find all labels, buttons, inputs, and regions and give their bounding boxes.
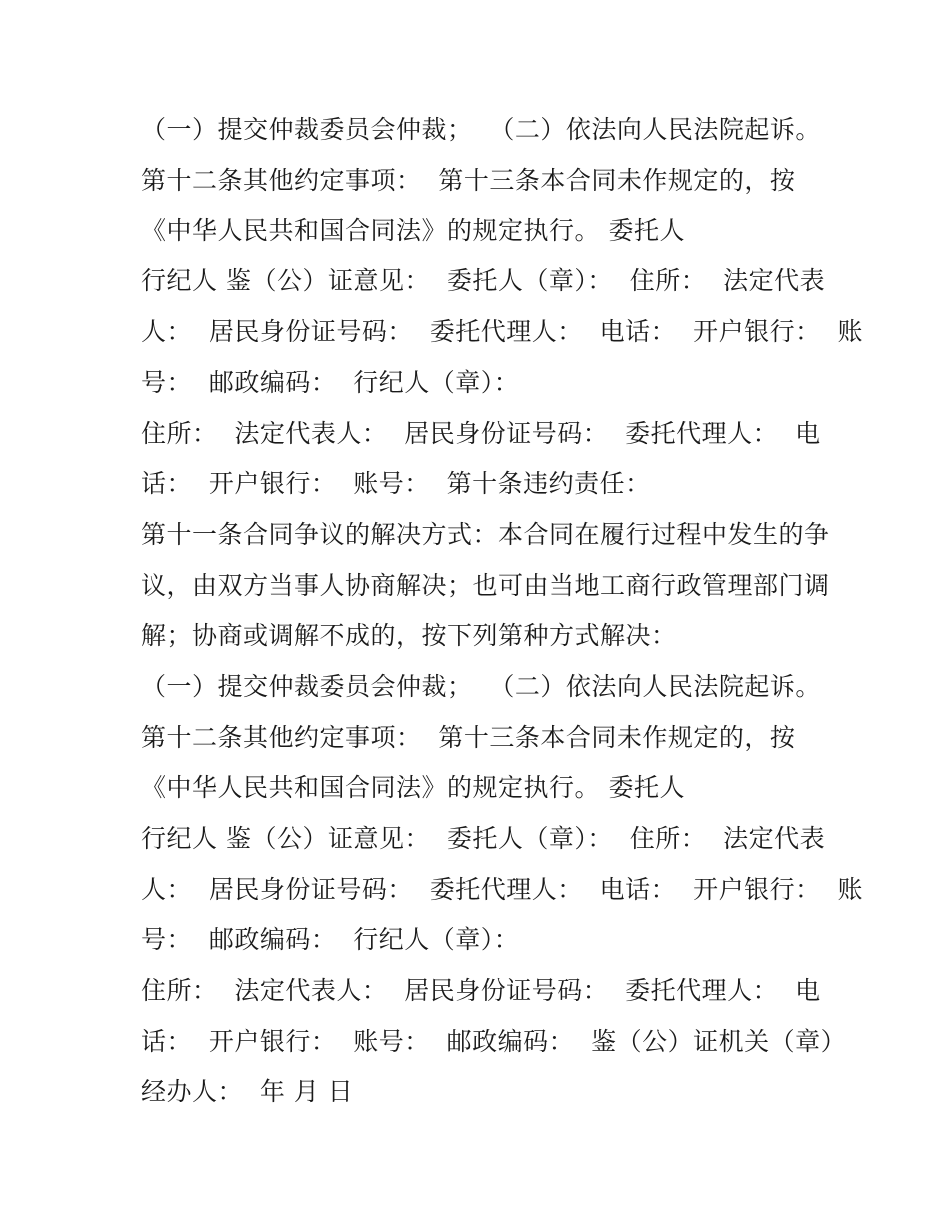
text-line: 第十一条合同争议的解决方式：本合同在履行过程中发生的争 xyxy=(141,520,830,549)
text-line: 第十二条其他约定事项： 第十三条本合同未作规定的，按 xyxy=(141,166,796,195)
text-line: 号： 邮政编码： 行纪人（章）： xyxy=(141,925,520,954)
text-line: 住所： 法定代表人： 居民身份证号码： 委托代理人： 电 xyxy=(141,976,821,1005)
text-line: 经办人： 年 月 日 xyxy=(141,1077,354,1106)
text-line: 《中华人民共和国合同法》的规定执行。 委托人 xyxy=(141,773,685,802)
text-line: 《中华人民共和国合同法》的规定执行。 委托人 xyxy=(141,216,685,245)
text-line: 人： 居民身份证号码： 委托代理人： 电话： 开户银行： 账 xyxy=(141,317,863,346)
text-line: 行纪人 鉴（公）证意见： 委托人（章）： 住所： 法定代表 xyxy=(141,266,826,295)
text-line: 解；协商或调解不成的，按下列第种方式解决： xyxy=(141,621,677,650)
text-line: 行纪人 鉴（公）证意见： 委托人（章）： 住所： 法定代表 xyxy=(141,824,826,853)
text-line: 第十二条其他约定事项： 第十三条本合同未作规定的，按 xyxy=(141,723,796,752)
text-line: 住所： 法定代表人： 居民身份证号码： 委托代理人： 电 xyxy=(141,419,821,448)
text-line: 号： 邮政编码： 行纪人（章）： xyxy=(141,368,520,397)
text-line: （一）提交仲裁委员会仲裁； （二）依法向人民法院起诉。 xyxy=(141,115,821,144)
text-line: 话： 开户银行： 账号： 邮政编码： 鉴（公）证机关（章） xyxy=(141,1027,847,1056)
text-line: 议，由双方当事人协商解决；也可由当地工商行政管理部门调 xyxy=(141,571,830,600)
text-line: 话： 开户银行： 账号： 第十条违约责任： xyxy=(141,469,651,498)
text-line: （一）提交仲裁委员会仲裁； （二）依法向人民法院起诉。 xyxy=(141,672,821,701)
text-line: 人： 居民身份证号码： 委托代理人： 电话： 开户银行： 账 xyxy=(141,875,863,904)
